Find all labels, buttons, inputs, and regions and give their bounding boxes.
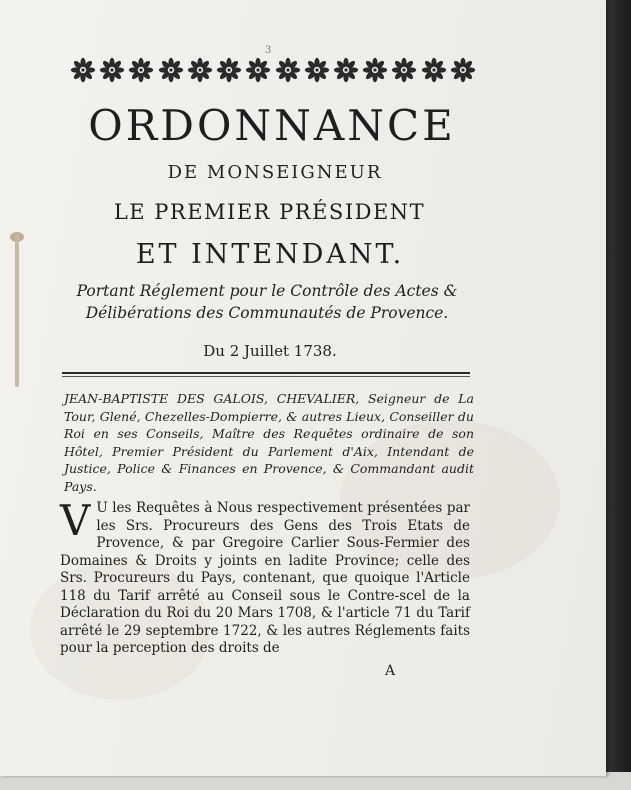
fleuron-ornament-icon [450, 57, 476, 83]
fleuron-ornament-icon [304, 57, 330, 83]
fleuron-ornament-icon [128, 57, 154, 83]
fleuron-ornament-icon [275, 57, 301, 83]
fleuron-ornament-icon [245, 57, 271, 83]
subtitle-monseigneur: DE MONSEIGNEUR [167, 162, 383, 183]
fleuron-ornament-icon [99, 57, 125, 83]
document-date: Du 2 Juillet 1738. [203, 342, 337, 360]
signature-mark: A [384, 663, 396, 679]
ornament-border [70, 56, 476, 84]
divider-rule-thin [62, 376, 470, 377]
fleuron-ornament-icon [421, 57, 447, 83]
fleuron-ornament-icon [70, 57, 96, 83]
document-purpose: Portant Réglement pour le Contrôle des Actes & Délibérations des Communautés de Provence. [76, 282, 458, 322]
subtitle-premier-president: LE PREMIER PRÉSIDENT [113, 200, 426, 224]
fleuron-ornament-icon [391, 57, 417, 83]
binding-thread [15, 235, 19, 387]
subtitle-intendant: ET INTENDANT. [135, 239, 405, 270]
issuer-titles: JEAN-BAPTISTE DES GALOIS, CHEVALIER, Seigneur de La Tour, Glené, Chezelles-Dompierre, & autres Lieux, Conseiller du Roi en ses Conseils, Maître des Requêtes ordinaire de son Hôtel, Premier Président du Parlement d'Aix, Intendant de Justice, Police & Finances en Provence, & Commandant audit Pays. [64, 391, 474, 494]
fleuron-ornament-icon [158, 57, 184, 83]
document-title: ORDONNANCE [88, 101, 456, 150]
page-mark: 3 [265, 45, 272, 56]
fleuron-ornament-icon [187, 57, 213, 83]
body-text: U les Requêtes à Nous respectivement présentées par les Srs. Procureurs des Gens des Trois Etats de Provence, & par Gregoire Carlier Sous-Fermier des Domaines & Droits y joints en ladite Province; celle des Srs. Procureurs du Pays, contenant, que quoique l'Article 118 du Tarif arrêté au Conseil sous le Contre-scel de la Déclaration du Roi du 20 Mars 1708, & l'article 71 du Tarif arrêté le 29 septembre 1722, & les autres Réglements faits pour la perception des droits de [60, 500, 470, 656]
fleuron-ornament-icon [333, 57, 359, 83]
fleuron-ornament-icon [216, 57, 242, 83]
fleuron-ornament-icon [362, 57, 388, 83]
drop-cap: V [60, 496, 91, 545]
divider-rule [62, 372, 470, 374]
body-paragraph [60, 496, 470, 670]
